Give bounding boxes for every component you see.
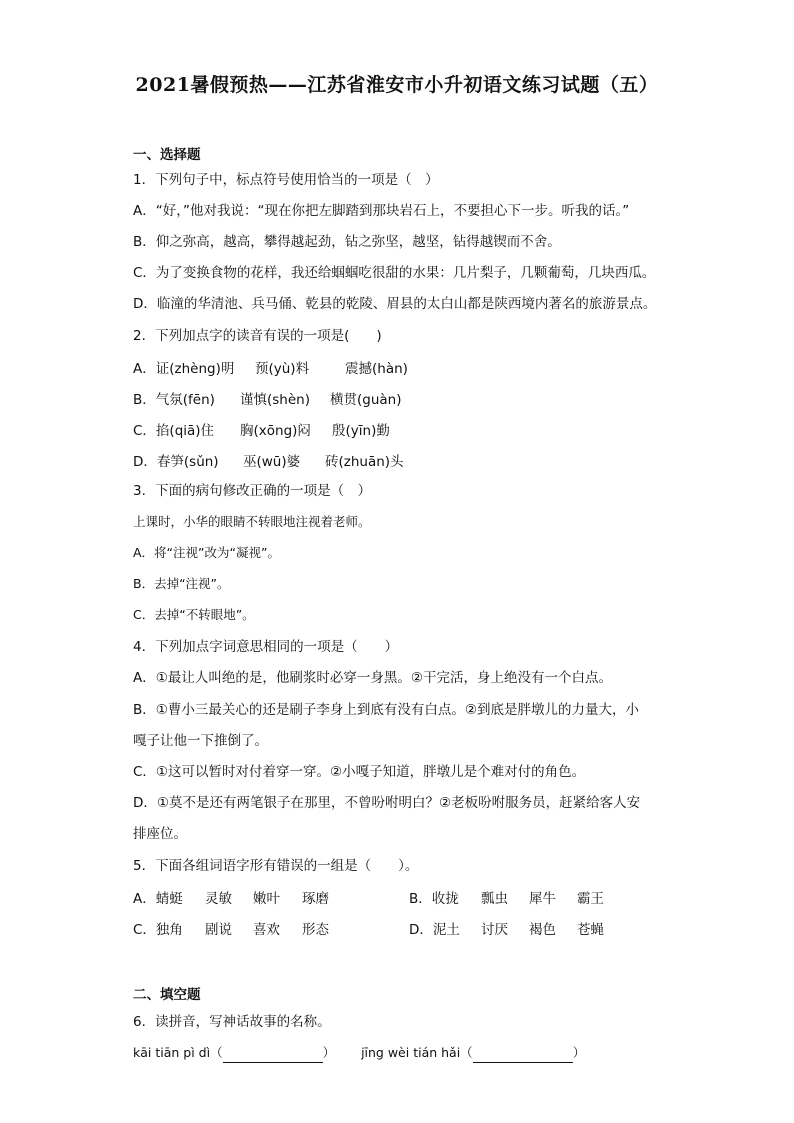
q2-option-a bbox=[133, 357, 408, 377]
q5-d-word-2: 讨厌 bbox=[481, 922, 508, 938]
q5-b-word-3: 犀牛 bbox=[529, 891, 556, 907]
q2-a-word-1: A．证(zhèng)明 bbox=[133, 361, 235, 377]
q5-d-word-3: 褐色 bbox=[529, 922, 556, 938]
q5-c-word-1: C．独角 bbox=[133, 922, 183, 938]
q5-b-word-4: 霸王 bbox=[577, 891, 604, 907]
q2-d-word-2: 巫(wū)婆 bbox=[243, 454, 301, 470]
q5-stem: 5．下面各组词语字形有错误的一组是（ ）。 bbox=[133, 858, 419, 874]
q3-option-b: B．去掉“注视”。 bbox=[133, 576, 230, 591]
q2-option-c bbox=[133, 419, 390, 439]
q5-a-word-2: 灵敏 bbox=[205, 891, 232, 907]
q5-d-word-1: D．泥土 bbox=[409, 922, 460, 938]
q2-c-word-1: C．掐(qiā)住 bbox=[133, 423, 215, 439]
q1-stem: 1．下列句子中，标点符号使用恰当的一项是（ ） bbox=[133, 172, 439, 188]
q3-stem: 3．下面的病句修改正确的一项是（ ） bbox=[133, 483, 372, 499]
q6-pinyin-1: kāi tiān pì dì（ bbox=[133, 1045, 223, 1060]
section-heading-fill: 二、填空题 bbox=[133, 987, 201, 1003]
q5-row-2 bbox=[133, 918, 604, 938]
q6-blank-1[interactable] bbox=[223, 1048, 323, 1063]
q1-option-a: A．“好，”他对我说：“现在你把左脚踏到那块岩石上，不要担心下一步。听我的话。” bbox=[133, 203, 630, 219]
q5-b-word-2: 瓢虫 bbox=[481, 891, 508, 907]
q2-c-word-3: 殷(yīn)勤 bbox=[332, 423, 390, 439]
q5-a-word-3: 嫩叶 bbox=[253, 891, 280, 907]
q2-option-b bbox=[133, 388, 402, 408]
q5-c-word-3: 喜欢 bbox=[253, 922, 280, 938]
q1-option-d: D．临潼的华清池、兵马俑、乾县的乾陵、眉县的太白山都是陕西境内著名的旅游景点。 bbox=[133, 296, 657, 312]
q4-option-d-line1: D．①莫不是还有两笔银子在那里，不曾吩咐明白？②老板吩咐服务员，赶紧给客人安 bbox=[133, 795, 641, 811]
section-heading-choice: 一、选择题 bbox=[133, 147, 201, 163]
q2-d-word-1: D．春笋(sǔn) bbox=[133, 454, 219, 470]
q3-option-c: C．去掉“不转眼地”。 bbox=[133, 607, 255, 622]
q2-b-word-3: 横贯(guàn) bbox=[330, 392, 402, 408]
q4-option-b-line2: 嘎子让他一下推倒了。 bbox=[133, 733, 268, 749]
q2-d-word-3: 砖(zhuān)头 bbox=[325, 454, 404, 470]
q4-option-d-line2: 排座位。 bbox=[133, 826, 187, 842]
q6-blank-2[interactable] bbox=[473, 1048, 573, 1063]
q4-option-a: A．①最让人叫绝的是，他刷浆时必穿一身黑。②干完活，身上绝没有一个白点。 bbox=[133, 670, 612, 686]
q2-a-word-3: 震撼(hàn) bbox=[345, 361, 408, 377]
q3-option-a: A．将“注视”改为“凝视”。 bbox=[133, 545, 280, 560]
q4-option-b-line1: B．①曹小三最关心的还是刷子李身上到底有没有白点。②到底是胖墩儿的力量大，小 bbox=[133, 702, 639, 718]
q5-c-word-4: 形态 bbox=[302, 922, 329, 938]
q6-answer-row bbox=[133, 1043, 585, 1063]
q2-option-d bbox=[133, 450, 404, 470]
q6-stem: 6．读拼音，写神话故事的名称。 bbox=[133, 1014, 331, 1030]
q2-b-word-1: B．气氛(fēn) bbox=[133, 392, 215, 408]
q1-option-b: B．仰之弥高，越高，攀得越起劲，钻之弥坚，越坚，钻得越锲而不舍。 bbox=[133, 234, 561, 250]
q1-option-c: C．为了变换食物的花样，我还给蝈蝈吃很甜的水果：几片梨子，几颗葡萄，几块西瓜。 bbox=[133, 265, 656, 281]
q2-b-word-2: 谨慎(shèn) bbox=[240, 392, 310, 408]
page-title: 2021暑假预热——江苏省淮安市小升初语文练习试题（五） bbox=[135, 74, 659, 96]
q4-option-c: C．①这可以暂时对付着穿一穿。②小嘎子知道，胖墩儿是个难对付的角色。 bbox=[133, 764, 586, 780]
q5-c-word-2: 剧说 bbox=[205, 922, 232, 938]
q5-d-word-4: 苍蝇 bbox=[577, 922, 604, 938]
q2-stem: 2．下列加点字的读音有误的一项是( ) bbox=[133, 328, 382, 344]
q2-a-word-2: 预(yù)料 bbox=[255, 361, 310, 377]
q5-a-word-1: A．蜻蜓 bbox=[133, 891, 183, 907]
q6-pinyin-2: jīng wèi tián hǎi（ bbox=[361, 1045, 473, 1060]
q5-a-word-4: 琢磨 bbox=[302, 891, 329, 907]
q4-stem: 4．下列加点字词意思相同的一项是（ ） bbox=[133, 639, 399, 655]
q5-row-1 bbox=[133, 887, 604, 907]
q6-pinyin-1-close: ） bbox=[322, 1045, 336, 1060]
q6-pinyin-2-close: ） bbox=[572, 1045, 586, 1060]
q5-b-word-1: B．收拢 bbox=[409, 891, 459, 907]
q3-sentence: 上课时，小华的眼睛不转眼地注视着老师。 bbox=[133, 514, 371, 529]
q2-c-word-2: 胸(xōng)闷 bbox=[240, 423, 311, 439]
